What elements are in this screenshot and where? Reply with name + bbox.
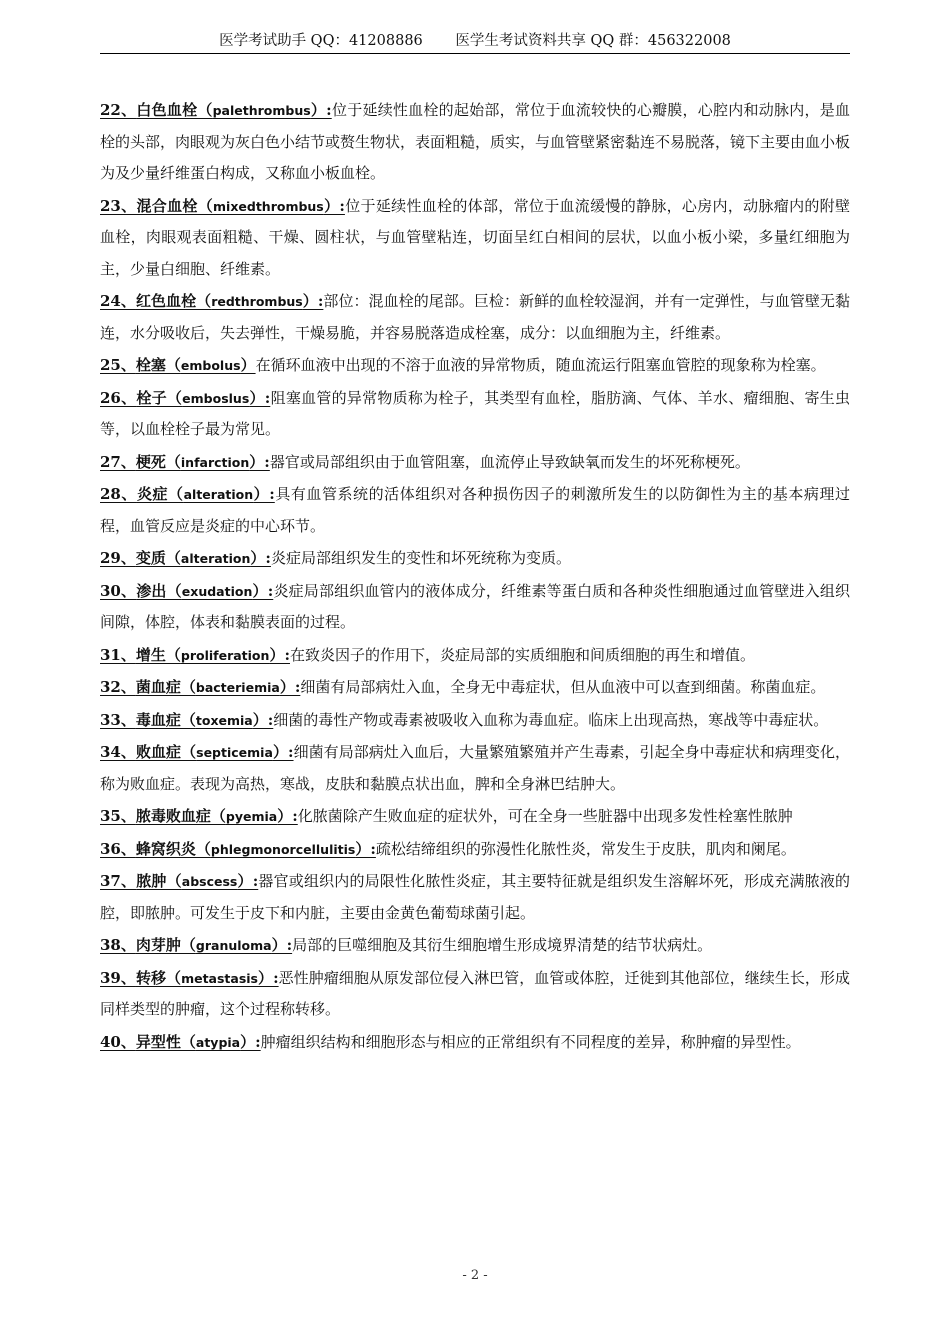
term-heading: [100, 356, 256, 374]
term-chinese: 菌血症（: [135, 678, 196, 696]
glossary-entry: [100, 350, 850, 382]
term-heading: [100, 453, 270, 471]
term-close: ）:: [271, 936, 293, 954]
term-english: alteration: [180, 551, 251, 566]
term-heading: [100, 1033, 261, 1051]
entry-number: 36、: [100, 839, 136, 858]
term-english: alteration: [183, 487, 254, 502]
term-definition: 阻塞血管的异常物质称为栓子，其类型有血栓，脂肪滴、气体、羊水、瘤细胞、寄生虫等，以血栓栓子最为常见。: [100, 388, 850, 438]
term-heading: [100, 549, 271, 567]
term-chinese: 毒血症（: [135, 710, 196, 729]
term-close: ）:: [258, 968, 279, 987]
term-chinese: 脓毒败血症（: [135, 807, 226, 825]
term-definition: 位于延续性血栓的体部，常位于血流缓慢的静脉，心房内，动脉瘤内的附壁血栓，肉眼观表面粗糙、干燥、圆柱状，与血管壁粘连，切面呈红白相间的层状，以血小板小梁，多量红细胞为主，少量白细胞、纤维素。: [100, 196, 850, 278]
term-english: bacteriemia: [195, 680, 280, 695]
glossary-entry: [100, 930, 850, 962]
header-left-text: 医学考试助手 QQ：41208886: [219, 33, 423, 49]
term-close: ）:: [252, 710, 274, 729]
entry-number: 40、: [100, 1032, 136, 1051]
glossary-entry: [100, 834, 850, 866]
term-english: abscess: [181, 874, 238, 889]
term-heading: [100, 197, 345, 215]
glossary-entry: [100, 672, 850, 704]
glossary-entry: [100, 737, 850, 800]
glossary-list: [100, 95, 850, 1059]
term-heading: [100, 582, 273, 600]
term-definition: 器官或局部组织由于血管阻塞，血流停止导致缺氧而发生的坏死称梗死。: [269, 452, 750, 471]
term-english: mixedthrombus: [213, 198, 324, 214]
term-definition: 位于延续性血栓的起始部，常位于血流较快的心瓣膜，心腔内和动脉内，是血栓的头部，肉眼观为灰白色小结节或赘生物状，表面粗糙，质实，与血管壁紧密黏连不易脱落，镜下主要由血小板为及少量纤维蛋白构成，又称血小板血栓。: [100, 101, 851, 182]
term-close: ）:: [323, 196, 345, 215]
term-chinese: 红色血栓（: [135, 292, 212, 310]
entry-number: 24、: [100, 292, 136, 310]
term-definition: 炎症局部组织发生的变性和坏死统称为变质。: [270, 549, 571, 567]
term-chinese: 梗死（: [135, 452, 181, 471]
term-chinese: 栓塞（: [135, 356, 181, 374]
entry-number: 25、: [100, 356, 136, 374]
entry-number: 34、: [100, 743, 136, 761]
entry-number: 28、: [100, 485, 137, 503]
term-close: ）:: [355, 839, 376, 858]
term-heading: [100, 936, 292, 954]
term-definition: 在循环血液中出现的不溶于血液的异常物质，随血流运行阻塞血管腔的现象称为栓塞。: [255, 356, 826, 374]
term-heading: [100, 646, 290, 664]
term-definition: 部位：混血栓的尾部。巨检：新鲜的血栓较湿润，并有一定弹性，与血管壁无黏连，水分吸收后，失去弹性，干燥易脆，并容易脱落造成栓塞，成分：以血细胞为主，纤维素。: [100, 292, 850, 342]
term-english: metastasis: [181, 970, 258, 986]
term-close: ）:: [253, 485, 275, 503]
glossary-entry: [100, 801, 850, 833]
page-number: - 2 -: [462, 1268, 488, 1283]
term-chinese: 渗出（: [136, 581, 182, 600]
entry-number: 39、: [100, 968, 136, 987]
term-close: ）:: [249, 388, 271, 407]
glossary-entry: [100, 576, 850, 639]
term-chinese: 转移（: [135, 968, 182, 987]
page-header: [100, 30, 850, 54]
glossary-entry: [100, 383, 850, 446]
term-chinese: 混合血栓（: [136, 196, 214, 215]
term-heading: [100, 101, 332, 119]
term-heading: [100, 872, 258, 890]
entry-number: 37、: [100, 872, 137, 890]
term-english: toxemia: [195, 712, 253, 728]
term-close: ）:: [277, 807, 298, 825]
entry-number: 29、: [100, 549, 136, 567]
term-close: ）:: [310, 101, 332, 119]
term-close: ）: [240, 356, 256, 374]
glossary-entry: [100, 640, 850, 672]
glossary-entry: [100, 1027, 850, 1059]
term-english: phlegmonorcellulitis: [210, 841, 356, 857]
term-definition: 肿瘤组织结构和细胞形态与相应的正常组织有不同程度的差异，称肿瘤的异型性。: [260, 1032, 801, 1051]
term-english: infarction: [180, 454, 250, 470]
glossary-entry: [100, 447, 850, 479]
entry-number: 27、: [100, 452, 136, 471]
entry-number: 32、: [100, 678, 136, 696]
term-english: palethrombus: [212, 103, 311, 118]
term-heading: [100, 678, 300, 696]
term-heading: [100, 711, 273, 729]
entry-number: 26、: [100, 388, 137, 407]
glossary-entry: [100, 705, 850, 737]
term-chinese: 蜂窝织炎（: [135, 839, 211, 858]
glossary-entry: [100, 479, 850, 542]
term-chinese: 增生（: [135, 645, 181, 664]
term-heading: [100, 743, 294, 761]
term-english: pyemia: [225, 809, 278, 824]
entry-number: 35、: [100, 807, 136, 825]
entry-number: 30、: [100, 581, 137, 600]
term-heading: [100, 840, 376, 858]
glossary-entry: [100, 866, 850, 929]
term-close: ）:: [269, 645, 290, 664]
term-chinese: 败血症（: [135, 743, 197, 761]
term-english: embolus: [180, 358, 241, 373]
term-close: ）:: [279, 678, 301, 696]
term-heading: [100, 485, 275, 503]
term-heading: [100, 389, 270, 407]
term-english: septicemia: [196, 745, 273, 760]
term-heading: [100, 969, 279, 987]
term-chinese: 栓子（: [136, 388, 183, 407]
term-chinese: 脓肿（: [136, 872, 182, 890]
term-chinese: 变质（: [135, 549, 181, 567]
entry-number: 22、: [100, 101, 137, 119]
term-english: exudation: [181, 583, 253, 599]
term-definition: 细菌有局部病灶入血后，大量繁殖繁殖并产生毒素，引起全身中毒症状和病理变化，称为败血症。表现为高热，寒战，皮肤和黏膜点状出血，脾和全身淋巴结肿大。: [100, 743, 850, 793]
term-definition: 疏松结缔组织的弥漫性化脓性炎，常发生于皮肤，肌肉和阑尾。: [375, 839, 796, 858]
entry-number: 38、: [100, 936, 136, 954]
term-definition: 局部的巨噬细胞及其衍生细胞增生形成境界清楚的结节状病灶。: [292, 936, 713, 954]
term-english: redthrombus: [211, 294, 303, 309]
term-definition: 细菌的毒性产物或毒素被吸收入血称为毒血症。临床上出现高热，寒战等中毒症状。: [273, 710, 829, 729]
term-english: emboslus: [182, 390, 250, 406]
term-heading: [100, 807, 298, 825]
term-close: ）:: [252, 581, 274, 600]
term-heading: [100, 292, 323, 310]
term-close: ）:: [249, 452, 270, 471]
term-chinese: 异型性（: [135, 1032, 196, 1051]
glossary-entry: [100, 286, 850, 349]
term-close: ）:: [240, 1032, 261, 1051]
term-close: ）:: [250, 549, 271, 567]
glossary-entry: [100, 95, 850, 190]
term-definition: 炎症局部组织血管内的液体成分，纤维素等蛋白质和各种炎性细胞通过血管壁进入组织间隙，体腔，体表和黏膜表面的过程。: [100, 581, 850, 631]
term-english: proliferation: [180, 647, 270, 663]
term-close: ）:: [302, 292, 324, 310]
term-close: ）:: [272, 743, 294, 761]
term-definition: 细菌有局部病灶入血，全身无中毒症状，但从血液中可以查到细菌。称菌血症。: [300, 678, 826, 696]
term-definition: 化脓菌除产生败血症的症状外，可在全身一些脏器中出现多发性栓塞性脓肿: [297, 807, 793, 825]
entry-number: 33、: [100, 710, 136, 729]
glossary-entry: [100, 963, 850, 1026]
entry-number: 23、: [100, 196, 137, 215]
entry-number: 31、: [100, 645, 136, 664]
term-english: atypia: [195, 1034, 241, 1050]
term-close: ）:: [237, 872, 259, 890]
term-definition: 具有血管系统的活体组织对各种损伤因子的刺激所发生的以防御性为主的基本病理过程，血管反应是炎症的中心环节。: [100, 485, 850, 535]
term-definition: 器官或组织内的局限性化脓性炎症，其主要特征就是组织发生溶解坏死，形成充满脓液的腔，即脓肿。可发生于皮下和内脏，主要由金黄色葡萄球菌引起。: [100, 872, 850, 922]
term-definition: 在致炎因子的作用下，炎症局部的实质细胞和间质细胞的再生和增值。: [289, 645, 755, 664]
header-right-text: 医学生考试资料共享 QQ 群：456322008: [455, 33, 731, 49]
glossary-entry: [100, 191, 850, 286]
term-english: granuloma: [195, 938, 272, 953]
term-chinese: 肉芽肿（: [135, 936, 196, 954]
glossary-entry: [100, 543, 850, 575]
term-chinese: 白色血栓（: [136, 101, 213, 119]
term-definition: 恶性肿瘤细胞从原发部位侵入淋巴管，血管或体腔，迁徙到其他部位，继续生长，形成同样类型的肿瘤，这个过程称转移。: [100, 968, 850, 1018]
term-chinese: 炎症（: [136, 485, 184, 503]
